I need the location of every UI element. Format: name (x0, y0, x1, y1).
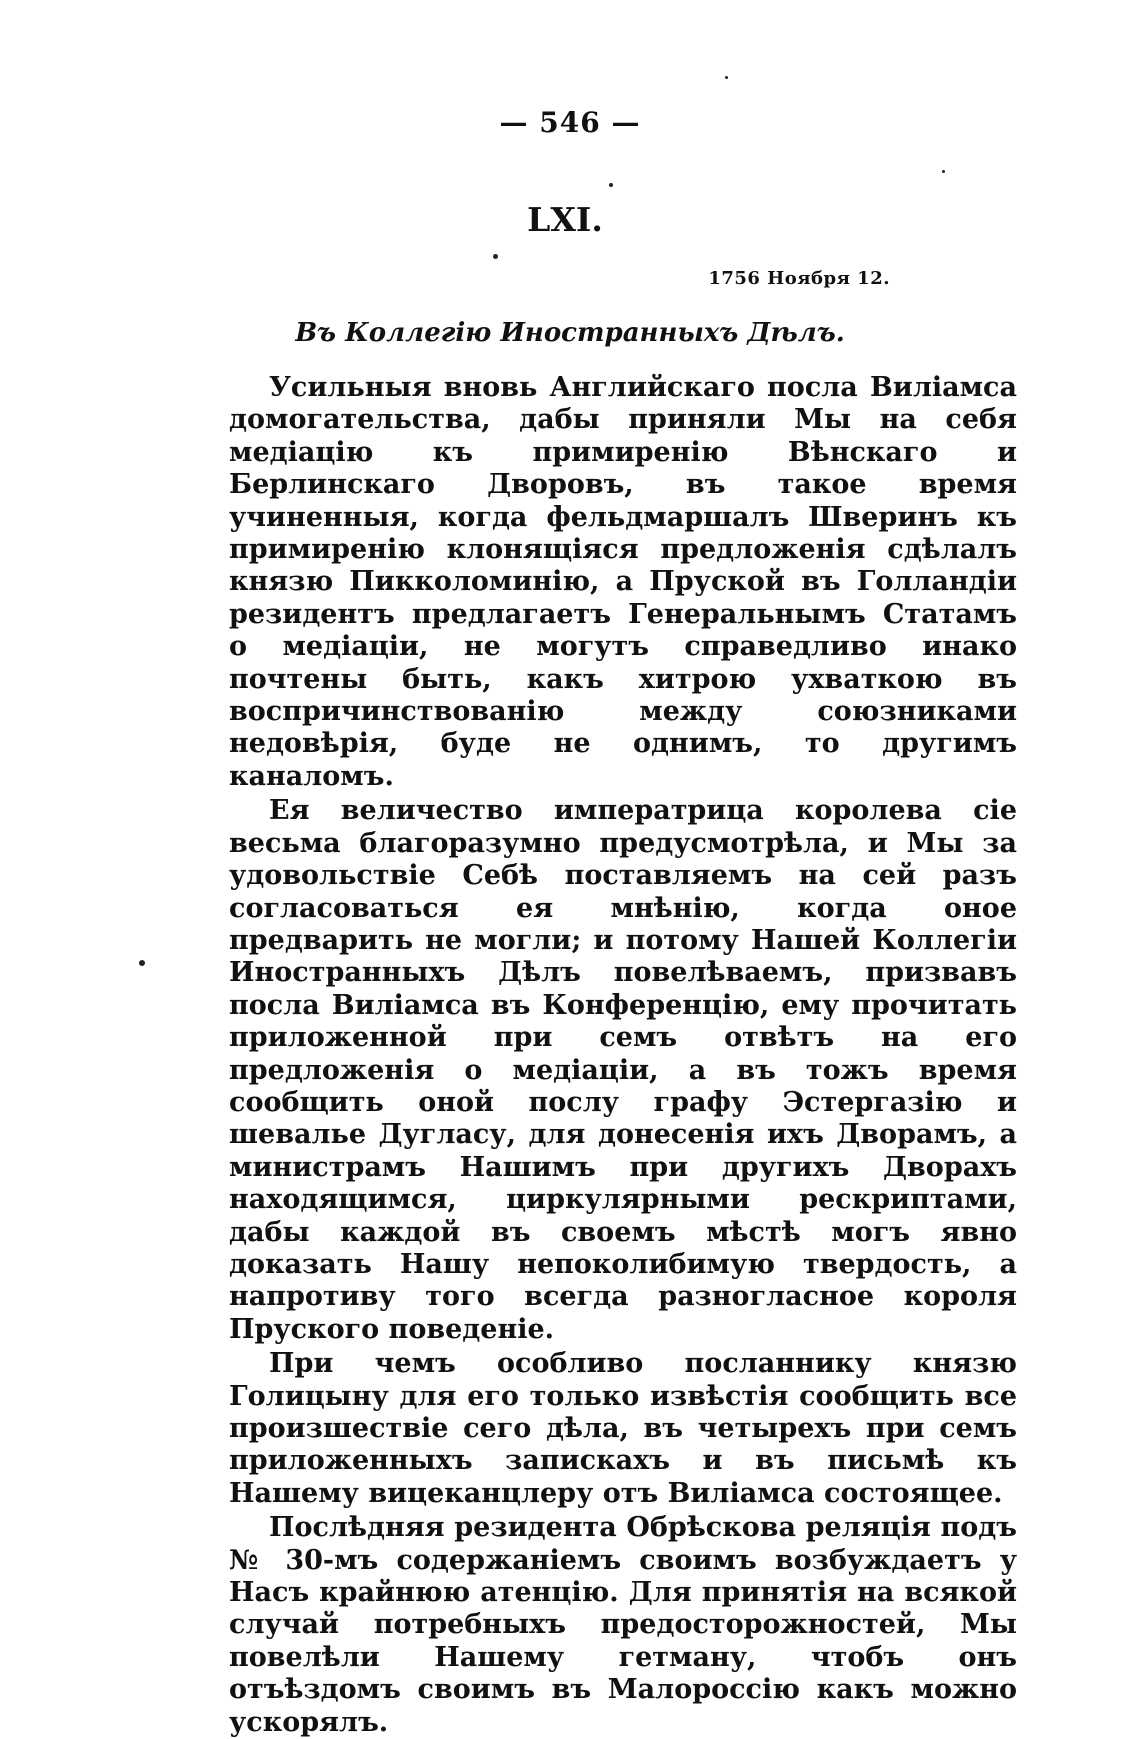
scan-speck (139, 960, 145, 966)
paragraph-4: Послѣдняя резидента Обрѣскова реляція подъ № 30-мъ содержаніемъ своимъ возбуждаетъ у Насъ крайнюю атенцію. Для принятія на всякой случай потребныхъ предосторожностей, Мы повелѣли Нашему гетману, чтобъ онъ отъѣздомъ своимъ въ Малороссію какъ можно ускорялъ. (229, 1512, 1017, 1738)
section-number: LXI. (527, 200, 603, 239)
paragraph-3: При чемъ особливо посланнику князю Голицыну для его только извѣстія сообщить все произшествіе сего дѣла, въ четырехъ при семъ приложенныхъ запискахъ и въ письмѣ къ Нашему вицеканцлеру отъ Виліамса состоящее. (229, 1348, 1017, 1509)
scan-speck (725, 76, 728, 79)
page-number: — 546 — (499, 106, 641, 139)
addressee-heading: Въ Коллегію Иностранныхъ Дѣлъ. (295, 318, 845, 348)
paragraph-1: Усильныя вновь Английскаго посла Виліамса домогательства, дабы приняли Мы на себя медіацію къ примиренію Вѣнскаго и Берлинскаго Дворовъ, въ такое время учиненныя, когда фельдмаршалъ Шверинъ къ примиренію клонящіяся предложенія сдѣлалъ князю Пикколоминію, а Пруской въ Голландіи резидентъ предлагаетъ Генеральнымъ Статамъ о медіаціи, не могутъ справедливо инако почтены быть, какъ хитрою ухваткою въ воспричинствованію между союзниками недовѣрія, буде не однимъ, то другимъ каналомъ. (229, 372, 1017, 792)
document-date: 1756 Ноября 12. (708, 268, 890, 289)
scan-speck (609, 183, 613, 187)
scan-speck (942, 170, 945, 173)
body-text (229, 372, 1017, 1739)
scan-speck (493, 254, 498, 259)
paragraph-2: Ея величество императрица королева сіе весьма благоразумно предусмотрѣла, и Мы за удовольствіе Себѣ поставляемъ на сей разъ согласоваться ея мнѣнію, когда оное предварить не могли; и потому Нашей Коллегіи Иностранныхъ Дѣлъ повелѣваемъ, призвавъ посла Виліамса въ Конференцію, ему прочитать приложенной при семъ отвѣтъ на его предложенія о медіаціи, а въ тожъ время сообщить оной послу графу Эстергазію и шевалье Дугласу, для донесенія ихъ Дворамъ, а министрамъ Нашимъ при другихъ Дворахъ находящимся, циркулярными рескриптами, дабы каждой въ своемъ мѣстѣ могъ явно доказать Нашу непоколибимую твердость, а напротиву того всегда разногласное короля Пруского поведеніе. (229, 795, 1017, 1345)
